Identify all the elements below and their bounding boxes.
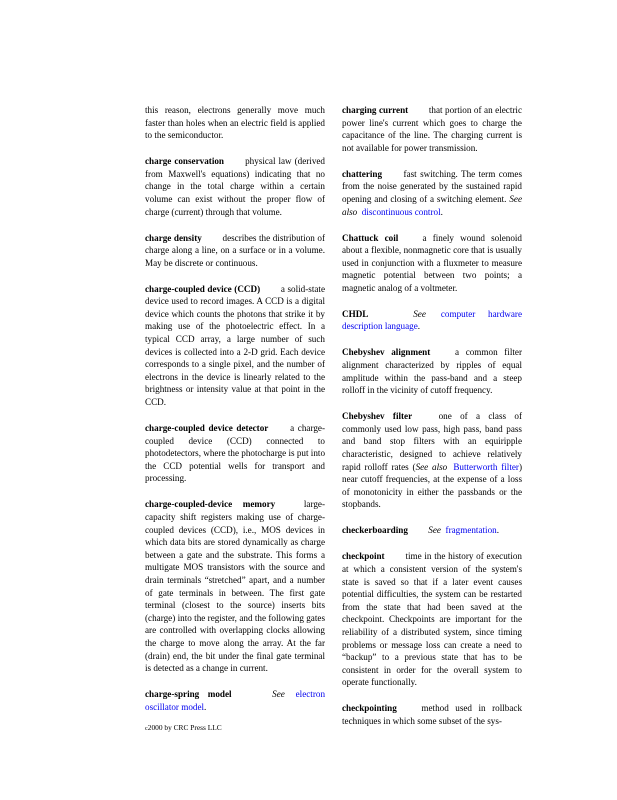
term: checkpoint [342, 551, 385, 562]
term: charge conservation [145, 156, 224, 167]
definition: describes the distribution of charge along a line, on a surface or in a volume. May be discrete or continuous. [145, 232, 325, 268]
continuation-text: this reason, electrons generally move much faster than holes when an electric field is applied to the semiconductor. [145, 105, 325, 141]
xref-link[interactable]: Butterworth filter [453, 461, 519, 472]
entry-checkpointing [342, 702, 522, 727]
definition: large-capacity shift registers making use of charge-coupled devices (CCD), i.e., MOS devices in which data bits are stored dynamically as charge between a gate and the substrate. This forms a multigate MOS transistors with the source and drain terminals “stretched” apart, and a number of gate terminals in between. The first gate terminal (closest to the source) inserts bits (charge) into the register, and the following gates are controlled with overlapping clocks allowing the charge to move along the array. At the far (drain) end, the bit under the final gate terminal is detected as a change in current. [145, 499, 325, 674]
definition: method used in rollback techniques in which some subset of the sys- [342, 703, 523, 726]
term: charge density [145, 232, 202, 243]
see-label: See [428, 525, 441, 536]
definition: time in the history of execution at which a consistent version of the system's state is saved so that if a later event causes potential difficulties, the system can be restarted from the state that had been saved at the checkpoint. Checkpoints are important for the reliability of a distributed system, since timing problems or message loss can create a need to “backup” to a previous state that has to be consistent in order for the overall system to operate functionally. [342, 551, 522, 688]
entry-charging-current [342, 104, 522, 154]
punctuation: . [440, 206, 443, 217]
entry-ccd-detector [145, 422, 325, 485]
definition-part: ) near cutoff frequencies, at the expense of a loss of monotonicity in either the passbands or the stopbands. [342, 461, 522, 510]
entry-chdl [342, 308, 522, 333]
entry-charge-conservation [145, 155, 325, 218]
entry-charge-coupled-device [145, 283, 325, 409]
xref-link[interactable]: discontinuous control [361, 206, 441, 217]
definition-part: one of a class of commonly used low pass, high pass, band pass and band stop filters with an equiripple characteristic, designed to achieve relatively rapid rolloff rates ( [342, 411, 522, 472]
entry-charge-density [145, 232, 325, 270]
left-column [145, 104, 325, 727]
see-label: See [272, 689, 285, 700]
definition: a solid-state device used to record images. A CCD is a digital device which counts the photons that strike it by making use of the photoelectric effect. In a typical CCD array, a large number of such devices is collected into a 2-D grid. Each device corresponds to a single pixel, and the number of electrons in the device is linearly related to the brightness or intensity value at that point in the CCD. [145, 283, 326, 408]
copyright-symbol: c [145, 725, 148, 732]
definition: a common filter alignment characterized by ripples of equal amplitude within the pass-band and a steep rolloff in the vicinity of cutoff frequency. [342, 347, 522, 396]
punctuation: . [496, 525, 499, 536]
xref-link[interactable]: electron oscillator model [145, 689, 326, 712]
term: charging current [342, 105, 409, 115]
see-also-label: See also [415, 461, 448, 472]
definition: fast switching. The term comes from the noise generated by the sustained rapid opening and closing of a switching element. [342, 168, 523, 204]
entry-checkpoint [342, 550, 522, 689]
see-also-label: See also [342, 193, 522, 217]
copyright-footer [145, 723, 222, 733]
term: Chattuck coil [342, 232, 399, 243]
entry-chebyshev-alignment [342, 346, 522, 396]
term: checkerboarding [342, 525, 408, 536]
definition: physical law (derived from Maxwell's equations) indicating that no change in the total charge within a certain volume can exist without the proper flow of charge (current) through that volume. [145, 156, 325, 217]
term: checkpointing [342, 703, 397, 714]
definition: a charge-coupled device (CCD) connected to photodetectors, where the photocharge is put into the CCD potential wells for transport and processing. [145, 423, 326, 484]
see-label: See [413, 308, 426, 319]
xref-link[interactable]: fragmentation [445, 525, 497, 536]
term: charge-coupled device detector [145, 423, 269, 434]
entry-checkerboarding [342, 524, 522, 537]
copyright-text: 2000 by CRC Press LLC [147, 723, 222, 732]
term: charge-coupled-device memory [145, 499, 276, 510]
term: Chebyshev filter [342, 411, 413, 422]
punctuation: . [417, 321, 421, 332]
term: CHDL [342, 308, 369, 319]
term: charge-spring model [145, 689, 232, 700]
term: charge-coupled device (CCD) [145, 283, 261, 294]
entry-chattering [342, 168, 522, 218]
definition: a finely wound solenoid about a flexible, nonmagnetic core that is usually used in conjunction with a fluxmeter to measure magnetic potential between two points; a magnetic analog of a voltmeter. [342, 232, 522, 293]
xref-link[interactable]: computer hardware description language [342, 308, 522, 332]
definition: that portion of an electric power line's current which goes to charge the capacitance of the line. The charging current is not available for power transmission. [342, 105, 522, 153]
term: chattering [342, 168, 383, 179]
entry-chattuck-coil [342, 232, 522, 295]
right-column [342, 104, 522, 741]
entry-charge-spring-model [145, 688, 325, 713]
entry-chebyshev-filter [342, 410, 522, 511]
entry-ccd-memory [145, 498, 325, 674]
punctuation: . [204, 701, 207, 712]
term: Chebyshev alignment [342, 347, 431, 358]
